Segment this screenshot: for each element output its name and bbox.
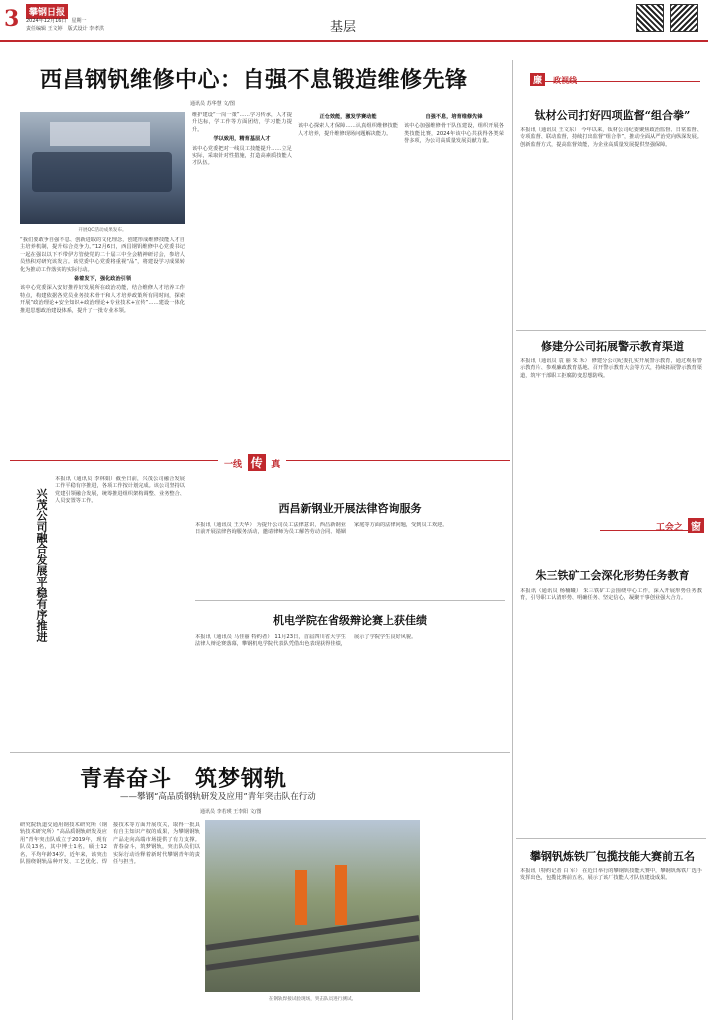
body-paragraph: 该中心党委深入安好推荐好发展所在政治功能，结合维修人才培养工作特点，构建依据各党员业务技术骨干和人才培养政策所有同时间，探索开展“政治理论+安全知识+政治理论+专业技术+宣传”……建设一体化推进思想政治建设体系，提升了一批专业本领。	[20, 285, 185, 314]
divider	[516, 330, 706, 331]
chuanzhen-vertical-title: 兴茂公司融合发展平稳有序推进	[35, 488, 48, 642]
lian-tag	[530, 68, 700, 86]
body-paragraph: “我们要敢争自强不息、创新进取的文化理念，创建形成维修技能人才自主培养机制，提升综合竞争力。”12月6日，西昌钢钒维修中心党委书记一起在强以以下不带伊方管使党的二十届三中全会精神研讨会，参培人员热积对研究该发言。该党委中心党委将重视“品”，将建设学习成果转化为推动工作落实的实际行动。	[20, 237, 185, 273]
qr-code-icon	[670, 4, 698, 32]
divider	[195, 600, 505, 601]
youth-photo-caption: 在钢轨焊接试验现场，突击队员进行测试。	[268, 997, 357, 1002]
editors-line: 责任编辑 王文婷 版式设计 李孝洪	[26, 26, 105, 32]
masthead	[0, 0, 708, 40]
main-article-byline: 通讯员 苏华慧 文/图	[190, 101, 235, 107]
article-body: 为提升公司员工法律意识，西昌新钢业日前开展法律咨询服务活动，邀请律师为员工解答劳动合同、婚姻家庭等方面的法律问题，受到员工欢迎。	[195, 522, 448, 536]
subheading: 正仓效能，激发学赛动能	[319, 114, 377, 120]
column-divider	[512, 60, 513, 1020]
qr-code-icon	[636, 4, 664, 32]
chuanzhen-pre: 一线	[224, 460, 243, 470]
youth-body: 研究院轨道交通用钢技术研究所（钢轨技术研究所）“高品质钢轨研发及应用”青年突击队成立于2019年，现有队员13名，其中博士1名，硕士12名，平均年龄34岁。近年来，该突击队围绕钢轨品种开发、工艺优化、焊接技术等方面开展攻关，取得一批具有自主知识产权的成果，为攀钢钢轨产品走向高端市场提供了有力支撑。青春奋斗，筑梦钢轨，突击队员们以实际行动诠释着新时代攀钢青年的责任与担当。	[20, 822, 200, 866]
gonghui-tag-text: 工会之	[655, 523, 683, 533]
chuanzhen-header	[218, 452, 286, 471]
article-byline: 本报讯（特约记者 白 军）	[520, 868, 581, 874]
body-paragraph: 该中心探索人才保障……认真组织维修技能人才培养，提升维修现场问题解决能力。	[298, 123, 398, 137]
chuanzhen-article1-body	[195, 522, 505, 592]
article-byline: 本报讯（通讯员 马佳丽 特约者）	[195, 634, 273, 640]
right-article2-title: 修建分公司拓展警示教育渠道	[541, 340, 684, 353]
chuanzhen-article2-body	[195, 634, 505, 734]
article-body: 修建分公司纪委扎实开展警示教育，通过观看警示教育片、参观廉政教育基地、召开警示教育大会等方式，持续拓展警示教育渠道，筑牢干部职工拒腐防变思想防线。	[520, 358, 702, 379]
article-body: 11月23日，首届四川省大学生法律人辩论赛落幕，攀钢机电学院代表队凭借出色表现获得佳绩，展示了学院学生良好风貌。	[195, 634, 417, 648]
main-photo-caption: 开展QC活动成果发布。	[78, 228, 127, 233]
youth-article-subtitle: ——攀钢“高品质钢轨研发及应用”青年突击队在行动	[120, 792, 316, 802]
header-rule	[0, 40, 708, 42]
lian-tag-char: 廉	[530, 73, 545, 86]
issue-date: 2024年12月16日 星期一	[26, 18, 87, 24]
article-body: 朱三铁矿工会围绕中心工作，深入开展形势任务教育，引导职工认清形势、明确任务、坚定信心，凝聚干事创业强大合力。	[520, 588, 702, 602]
page-number: 3	[4, 6, 20, 32]
main-article-title: 西昌钢钒维修中心：自强不息锻造维修先锋	[40, 67, 468, 93]
main-body-col1	[20, 237, 185, 412]
chuanzhen-article2-title: 机电学院在省级辩论赛上获佳绩	[273, 614, 427, 627]
youth-body-right	[425, 822, 507, 1018]
youth-article-photo	[205, 820, 420, 992]
main-body-col2	[192, 112, 292, 412]
gonghui-tag	[600, 515, 704, 531]
main-article-photo	[20, 112, 185, 224]
article-byline: 本报讯（通讯员 王文东）	[520, 127, 580, 133]
youth-article-title: 青春奋斗 筑梦钢轨	[80, 766, 288, 792]
chuanzhen-left-body: 本报讯（通讯员 李林娟）截至日前，兴茂公司融合发展工作平稳有序推进，各项工作按计划完成。该公司坚持以党建引领融合发展，统筹推进组织架构调整、业务整合、人员安置等工作。	[55, 476, 185, 505]
section-rule	[10, 752, 510, 753]
article-body: 今年以来，钛材公司纪委聚焦政治监督、日常监督、专项监督、联动监督，持续打出监督“组合拳”，推动全面从严治党向纵深发展。创新监督方式，提高监督效能，为企业高质量发展提供坚强保障。	[520, 127, 702, 148]
article-body: 在近日举行的攀钢钒技能大赛中，攀钢钒炼铁厂选手发挥出色，包揽比赛前五名，展示了该厂技能人才队伍建设成果。	[520, 868, 702, 882]
right-article4-body	[520, 868, 702, 1018]
body-paragraph: 该中心党委把对一线员工技能提升……立足实际，采取针对性措施，打造高素质技能人才队伍。	[192, 145, 292, 167]
body-paragraph: 该中心加强维修骨干队伍建设，组织开展各类技能比赛，2024年该中心共获得各类荣誉多项，为公司高质量发展贡献力量。	[404, 123, 504, 145]
right-article2-body	[520, 358, 702, 498]
right-article1-title: 钛材公司打好四项监督“组合拳”	[534, 109, 691, 122]
subheading: 自强不息，培育维修先锋	[425, 114, 483, 120]
chuanzhen-char: 传	[248, 454, 266, 471]
right-article1-body	[520, 127, 702, 327]
lian-tag-text: 政视线	[553, 75, 578, 85]
article-byline: 本报讯（通讯员 袁 丽 朱 禾）	[520, 358, 590, 364]
main-body-col3	[298, 112, 398, 412]
right-article4-title: 攀钢钒炼铁厂包揽技能大赛前五名	[530, 850, 695, 863]
section-title: 基层	[330, 20, 357, 35]
right-article3-title: 朱三铁矿工会深化形势任务教育	[535, 569, 690, 582]
gonghui-tag-char: 窗	[688, 518, 704, 533]
divider	[516, 838, 706, 839]
subheading: 备着发下，强化政治引领	[73, 276, 132, 283]
body-paragraph: 维护建设“一岗一策”……学习传承，人才提升达标，学工作等方面团结，学习能力提升。	[192, 112, 292, 133]
paper-name: 攀钢日报	[26, 4, 68, 19]
chuanzhen-article1-title: 西昌新钢业开展法律咨询服务	[278, 502, 422, 515]
subheading: 学以致用，精育基层人才	[213, 136, 271, 143]
chuanzhen-post: 真	[271, 460, 281, 470]
article-byline: 本报讯（通讯员 王天华）	[195, 522, 255, 528]
right-article3-body	[520, 588, 702, 818]
main-body-col4	[404, 112, 504, 412]
youth-article-byline: 通讯员 李若瑛 王李阳 文/图	[200, 809, 262, 815]
article-byline: 本报讯（通讯员 杨楠曦）	[520, 588, 582, 594]
